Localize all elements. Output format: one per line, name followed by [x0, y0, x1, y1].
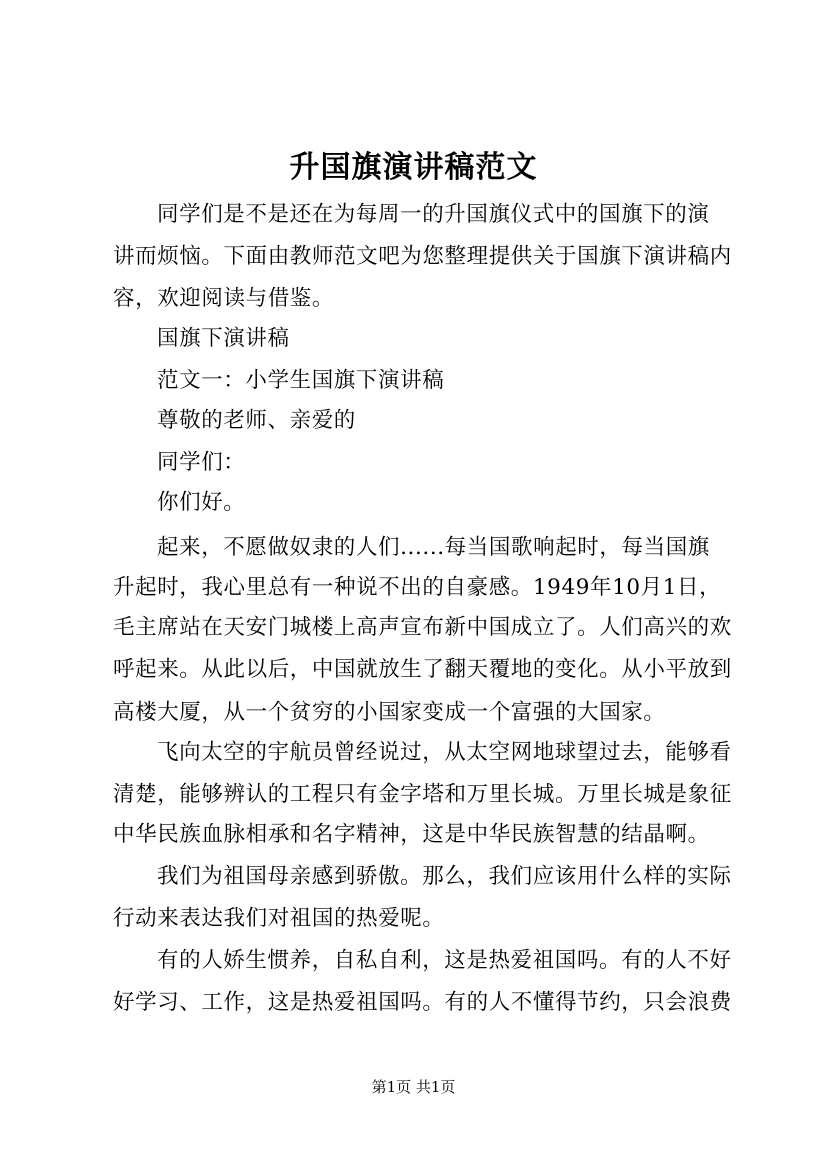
paragraph-line: 国旗下演讲稿	[157, 326, 290, 351]
paragraph-line: 讲而烦恼。下面由教师范文吧为您整理提供关于国旗下演讲稿内	[113, 244, 732, 269]
paragraph-line: 我们为祖国母亲感到骄傲。那么，我们应该用什么样的实际	[157, 864, 732, 889]
paragraph-line: 飞向太空的宇航员曾经说过，从太空网地球望过去，能够看	[157, 740, 732, 765]
paragraph-line: 好学习、工作，这是热爱祖国吗。有的人不懂得节约，只会浪费	[113, 990, 732, 1015]
paragraph-line: 有的人娇生惯养，自私自利，这是热爱祖国吗。有的人不好	[157, 948, 732, 973]
document-title: 升国旗演讲稿范文	[289, 150, 538, 185]
paragraph-line: 行动来表达我们对祖国的热爱呢。	[113, 906, 445, 931]
paragraph-line: 同学们：	[157, 450, 246, 475]
paragraph-line: 中华民族血脉相承和名字精神，这是中华民族智慧的结晶啊。	[113, 822, 710, 847]
paragraph-line: 你们好。	[157, 490, 246, 515]
paragraph-line: 清楚，能够辨认的工程只有金字塔和万里长城。万里长城是象征	[113, 782, 732, 807]
page-footer: 第1页 共1页	[371, 1078, 456, 1096]
paragraph-line: 同学们是不是还在为每周一的升国旗仪式中的国旗下的演	[157, 202, 710, 227]
paragraph-line: 起来，不愿做奴隶的人们......每当国歌响起时，每当国旗	[157, 535, 710, 560]
paragraph-line: 呼起来。从此以后，中国就放生了翻天覆地的变化。从小平放到	[113, 657, 732, 682]
paragraph-line: 范文一：小学生国旗下演讲稿	[157, 368, 445, 393]
paragraph-line: 毛主席站在天安门城楼上高声宣布新中国成立了。人们高兴的欢	[113, 615, 732, 640]
paragraph-line: 尊敬的老师、亲爱的	[157, 408, 356, 433]
paragraph-line: 容，欢迎阅读与借鉴。	[113, 286, 335, 311]
paragraph-line: 升起时，我心里总有一种说不出的自豪感。1949年10月1日，	[113, 575, 722, 600]
paragraph-line: 高楼大厦，从一个贫穷的小国家变成一个富强的大国家。	[113, 700, 666, 725]
